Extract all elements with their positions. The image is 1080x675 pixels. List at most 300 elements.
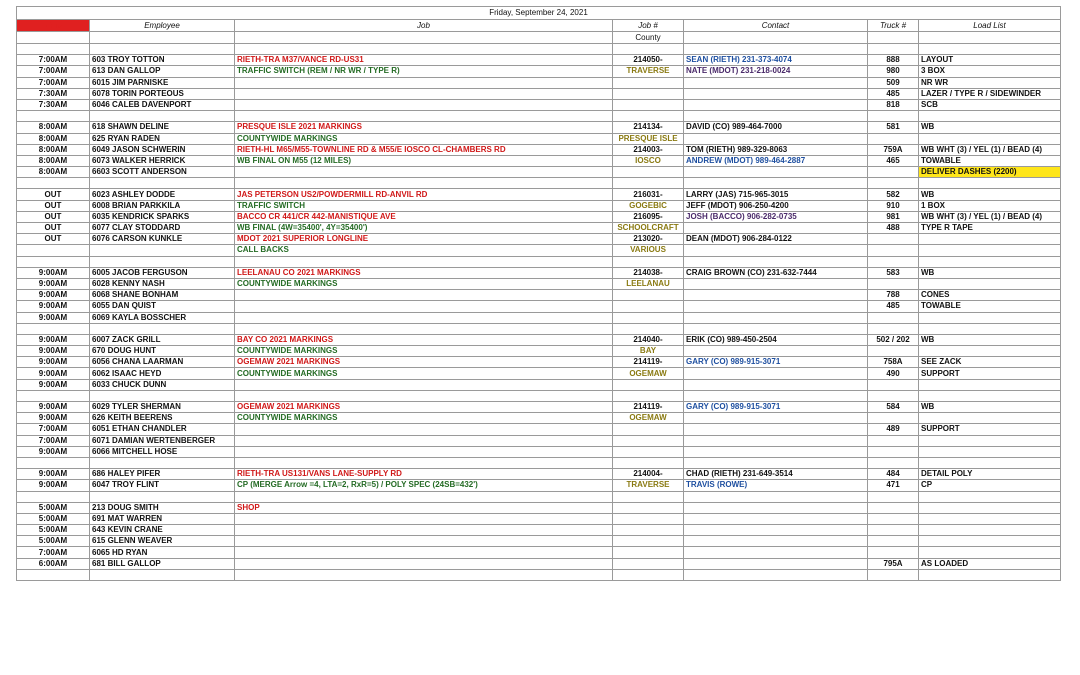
load-list-cell: WB xyxy=(919,267,1061,278)
contact-cell: NATE (MDOT) 231-218-0024 xyxy=(684,66,868,77)
job-cell: LEELANAU CO 2021 MARKINGS xyxy=(235,267,613,278)
employee-cell: 686 HALEY PIFER xyxy=(90,469,235,480)
load-list-cell xyxy=(919,457,1061,468)
employee-cell: 6073 WALKER HERRICK xyxy=(90,155,235,166)
load-list-cell: CP xyxy=(919,480,1061,491)
table-row xyxy=(17,513,1061,524)
load-list-cell: DELIVER DASHES (2200) xyxy=(919,167,1061,178)
time-cell: OUT xyxy=(17,189,90,200)
job-cell xyxy=(235,99,613,110)
job-cell xyxy=(235,178,613,189)
employee-cell: 6062 ISAAC HEYD xyxy=(90,368,235,379)
time-cell: 8:00AM xyxy=(17,122,90,133)
spacer-row xyxy=(17,256,1061,267)
time-cell: 9:00AM xyxy=(17,368,90,379)
job-cell: RIETH-TRA M37/VANCE RD-US31 xyxy=(235,55,613,66)
job-number-cell: 214003- xyxy=(613,144,684,155)
load-list-cell xyxy=(919,245,1061,256)
load-list-cell xyxy=(919,323,1061,334)
truck-cell xyxy=(868,547,919,558)
job-number-cell xyxy=(613,312,684,323)
employee-cell: 6077 CLAY STODDARD xyxy=(90,223,235,234)
contact-cell: DAVID (CO) 989-464-7000 xyxy=(684,122,868,133)
table-row xyxy=(17,122,1061,133)
employee-cell xyxy=(90,569,235,580)
load-list-cell xyxy=(919,256,1061,267)
load-list-cell xyxy=(919,525,1061,536)
job-cell xyxy=(235,513,613,524)
job-number-cell: 214050- xyxy=(613,55,684,66)
truck-cell xyxy=(868,536,919,547)
time-cell: 8:00AM xyxy=(17,144,90,155)
employee-cell xyxy=(90,491,235,502)
job-number-cell xyxy=(613,513,684,524)
load-list-header: Load List xyxy=(919,20,1061,32)
job-cell xyxy=(235,457,613,468)
table-row xyxy=(17,435,1061,446)
load-list-cell: TYPE R TAPE xyxy=(919,223,1061,234)
spacer-row xyxy=(17,491,1061,502)
time-cell: 9:00AM xyxy=(17,379,90,390)
table-row xyxy=(17,200,1061,211)
employee-cell: 615 GLENN WEAVER xyxy=(90,536,235,547)
contact-cell: GARY (CO) 989-915-3071 xyxy=(684,357,868,368)
load-list-cell: WB xyxy=(919,189,1061,200)
contact-cell: DEAN (MDOT) 906-284-0122 xyxy=(684,234,868,245)
job-cell xyxy=(235,111,613,122)
spacer-row xyxy=(17,178,1061,189)
employee-cell: 6033 CHUCK DUNN xyxy=(90,379,235,390)
truck-cell: 888 xyxy=(868,55,919,66)
job-cell: COUNTYWIDE MARKINGS xyxy=(235,278,613,289)
employee-cell: 613 DAN GALLOP xyxy=(90,66,235,77)
table-row xyxy=(17,77,1061,88)
job-cell: OGEMAW 2021 MARKINGS xyxy=(235,357,613,368)
load-list-cell xyxy=(919,491,1061,502)
job-cell xyxy=(235,558,613,569)
job-cell xyxy=(235,44,613,55)
time-cell: 7:00AM xyxy=(17,547,90,558)
employee-cell: 691 MAT WARREN xyxy=(90,513,235,524)
schedule-table xyxy=(16,6,1061,581)
load-list-cell: LAYOUT xyxy=(919,55,1061,66)
load-list-cell xyxy=(919,547,1061,558)
employee-cell: 6078 TORIN PORTEOUS xyxy=(90,88,235,99)
table-row xyxy=(17,66,1061,77)
employee-header: Employee xyxy=(90,20,235,32)
time-cell: 8:00AM xyxy=(17,155,90,166)
table-row xyxy=(17,189,1061,200)
table-row xyxy=(17,211,1061,222)
job-number-cell xyxy=(613,290,684,301)
contact-cell xyxy=(684,413,868,424)
job-cell xyxy=(235,256,613,267)
job-cell: PRESQUE ISLE 2021 MARKINGS xyxy=(235,122,613,133)
truck-cell xyxy=(868,525,919,536)
employee-cell: 6603 SCOTT ANDERSON xyxy=(90,167,235,178)
table-row xyxy=(17,368,1061,379)
contact-cell: CHAD (RIETH) 231-649-3514 xyxy=(684,469,868,480)
time-cell: 7:00AM xyxy=(17,435,90,446)
job-number-cell: TRAVERSE xyxy=(613,480,684,491)
truck-cell xyxy=(868,278,919,289)
table-row xyxy=(17,278,1061,289)
truck-cell: 488 xyxy=(868,223,919,234)
employee-cell: 681 BILL GALLOP xyxy=(90,558,235,569)
job-number-cell: 214119- xyxy=(613,357,684,368)
contact-cell xyxy=(684,390,868,401)
job-cell xyxy=(235,547,613,558)
contact-cell xyxy=(684,569,868,580)
contact-cell xyxy=(684,547,868,558)
truck-cell: 759A xyxy=(868,144,919,155)
employee-cell: 6005 JACOB FERGUSON xyxy=(90,267,235,278)
time-cell: 9:00AM xyxy=(17,278,90,289)
load-list-cell: WB xyxy=(919,122,1061,133)
job-number-cell: TRAVERSE xyxy=(613,66,684,77)
load-list-cell xyxy=(919,536,1061,547)
job-cell xyxy=(235,569,613,580)
job-cell: BACCO CR 441/CR 442-MANISTIQUE AVE xyxy=(235,211,613,222)
table-row xyxy=(17,167,1061,178)
contact-cell xyxy=(684,525,868,536)
employee-cell: 6049 JASON SCHWERIN xyxy=(90,144,235,155)
job-cell: OGEMAW 2021 MARKINGS xyxy=(235,402,613,413)
truck-cell: 471 xyxy=(868,480,919,491)
contact-cell xyxy=(684,513,868,524)
load-list-cell xyxy=(919,278,1061,289)
employee-cell: 6071 DAMIAN WERTENBERGER xyxy=(90,435,235,446)
load-list-cell xyxy=(919,446,1061,457)
table-row xyxy=(17,267,1061,278)
job-number-cell xyxy=(613,457,684,468)
load-list-cell: SUPPORT xyxy=(919,424,1061,435)
employee-cell: 6069 KAYLA BOSSCHER xyxy=(90,312,235,323)
time-cell: 8:00AM xyxy=(17,133,90,144)
job-number-cell xyxy=(613,424,684,435)
load-list-cell xyxy=(919,435,1061,446)
contact-cell xyxy=(684,379,868,390)
contact-cell xyxy=(684,223,868,234)
truck-cell xyxy=(868,569,919,580)
job-cell xyxy=(235,301,613,312)
load-list-cell: SEE ZACK xyxy=(919,357,1061,368)
job-number-cell: PRESQUE ISLE xyxy=(613,133,684,144)
time-cell xyxy=(17,323,90,334)
time-cell xyxy=(17,178,90,189)
job-number-cell: 213020- xyxy=(613,234,684,245)
table-row xyxy=(17,357,1061,368)
job-number-cell xyxy=(613,491,684,502)
date-row xyxy=(17,7,1061,20)
load-list-cell: 3 BOX xyxy=(919,66,1061,77)
contact-cell: ERIK (CO) 989-450-2504 xyxy=(684,334,868,345)
spacer-row xyxy=(17,323,1061,334)
job-cell xyxy=(235,77,613,88)
table-row xyxy=(17,245,1061,256)
time-cell: 9:00AM xyxy=(17,402,90,413)
load-list-cell: SUPPORT xyxy=(919,368,1061,379)
job-cell: CALL BACKS xyxy=(235,245,613,256)
load-list-cell: NR WR xyxy=(919,77,1061,88)
load-list-cell xyxy=(919,133,1061,144)
table-row xyxy=(17,480,1061,491)
contact-cell: GARY (CO) 989-915-3071 xyxy=(684,402,868,413)
time-cell: 5:00AM xyxy=(17,513,90,524)
time-cell: 9:00AM xyxy=(17,469,90,480)
employee-cell: 6051 ETHAN CHANDLER xyxy=(90,424,235,435)
load-list-cell xyxy=(919,178,1061,189)
employee-cell: 618 SHAWN DELINE xyxy=(90,122,235,133)
table-row xyxy=(17,133,1061,144)
county-header: County xyxy=(613,32,684,44)
load-list-cell: TOWABLE xyxy=(919,301,1061,312)
time-cell: 8:00AM xyxy=(17,167,90,178)
contact-cell xyxy=(684,167,868,178)
load-list-cell xyxy=(919,234,1061,245)
job-cell: WB FINAL ON M55 (12 MILES) xyxy=(235,155,613,166)
contact-cell xyxy=(684,44,868,55)
time-cell xyxy=(17,457,90,468)
time-cell: 7:00AM xyxy=(17,77,90,88)
job-number-cell xyxy=(613,547,684,558)
job-number-cell: 216095- xyxy=(613,211,684,222)
truck-cell xyxy=(868,44,919,55)
load-list-cell xyxy=(919,390,1061,401)
truck-cell: 980 xyxy=(868,66,919,77)
truck-cell xyxy=(868,502,919,513)
time-cell xyxy=(17,245,90,256)
contact-cell: CRAIG BROWN (CO) 231-632-7444 xyxy=(684,267,868,278)
job-cell xyxy=(235,536,613,547)
table-row xyxy=(17,402,1061,413)
contact-cell xyxy=(684,323,868,334)
job-number-cell xyxy=(613,558,684,569)
employee-cell: 6065 HD RYAN xyxy=(90,547,235,558)
table-row xyxy=(17,144,1061,155)
contact-cell: SEAN (RIETH) 231-373-4074 xyxy=(684,55,868,66)
employee-cell xyxy=(90,457,235,468)
job-cell xyxy=(235,491,613,502)
truck-cell: 490 xyxy=(868,368,919,379)
employee-cell xyxy=(90,245,235,256)
truck-cell: 465 xyxy=(868,155,919,166)
truck-cell: 484 xyxy=(868,469,919,480)
job-cell: COUNTYWIDE MARKINGS xyxy=(235,368,613,379)
table-row xyxy=(17,502,1061,513)
subheader-row xyxy=(17,32,1061,44)
time-cell: 9:00AM xyxy=(17,334,90,345)
load-list-cell: TOWABLE xyxy=(919,155,1061,166)
job-number-cell: 214040- xyxy=(613,334,684,345)
job-number-cell: 214119- xyxy=(613,402,684,413)
spacer-row xyxy=(17,390,1061,401)
load-list-cell xyxy=(919,111,1061,122)
truck-cell: 818 xyxy=(868,99,919,110)
contact-cell xyxy=(684,88,868,99)
contact-cell xyxy=(684,178,868,189)
load-list-cell xyxy=(919,44,1061,55)
load-list-cell xyxy=(919,502,1061,513)
contact-header: Contact xyxy=(684,20,868,32)
job-number-cell xyxy=(613,178,684,189)
job-cell xyxy=(235,167,613,178)
truck-cell xyxy=(868,178,919,189)
load-list-cell: WB xyxy=(919,402,1061,413)
truck-cell: 582 xyxy=(868,189,919,200)
contact-cell xyxy=(684,312,868,323)
job-number-cell: 214134- xyxy=(613,122,684,133)
table-row xyxy=(17,88,1061,99)
job-number-header: Job # xyxy=(613,20,684,32)
truck-cell xyxy=(868,111,919,122)
table-row xyxy=(17,346,1061,357)
job-number-cell xyxy=(613,390,684,401)
time-cell: 7:00AM xyxy=(17,424,90,435)
truck-cell xyxy=(868,256,919,267)
time-cell: OUT xyxy=(17,234,90,245)
truck-cell: 509 xyxy=(868,77,919,88)
load-list-cell: SCB xyxy=(919,99,1061,110)
spacer-row xyxy=(17,569,1061,580)
time-cell xyxy=(17,111,90,122)
table-row xyxy=(17,536,1061,547)
job-number-cell xyxy=(613,77,684,88)
job-cell xyxy=(235,323,613,334)
truck-cell xyxy=(868,390,919,401)
job-number-cell xyxy=(613,99,684,110)
load-list-cell: AS LOADED xyxy=(919,558,1061,569)
table-row xyxy=(17,55,1061,66)
job-cell: RIETH-HL M65/M55-TOWNLINE RD & M55/E IOSCO CL-CHAMBERS RD xyxy=(235,144,613,155)
job-cell xyxy=(235,424,613,435)
time-cell xyxy=(17,569,90,580)
truck-cell: 485 xyxy=(868,88,919,99)
job-number-cell xyxy=(613,323,684,334)
job-number-cell xyxy=(613,446,684,457)
table-row xyxy=(17,424,1061,435)
truck-cell: 788 xyxy=(868,290,919,301)
employee-cell: 643 KEVIN CRANE xyxy=(90,525,235,536)
load-list-cell xyxy=(919,379,1061,390)
time-cell: 5:00AM xyxy=(17,525,90,536)
job-number-cell xyxy=(613,44,684,55)
contact-cell xyxy=(684,502,868,513)
contact-cell: LARRY (JAS) 715-965-3015 xyxy=(684,189,868,200)
job-number-cell: BAY xyxy=(613,346,684,357)
load-list-cell: DETAIL POLY xyxy=(919,469,1061,480)
table-row xyxy=(17,234,1061,245)
contact-cell: TOM (RIETH) 989-329-8063 xyxy=(684,144,868,155)
job-cell: BAY CO 2021 MARKINGS xyxy=(235,334,613,345)
spacer-row xyxy=(17,44,1061,55)
truck-cell: 581 xyxy=(868,122,919,133)
table-row xyxy=(17,413,1061,424)
job-cell: CP (MERGE Arrow =4, LTA=2, RxR=5) / POLY SPEC (24SB=432') xyxy=(235,480,613,491)
truck-header: Truck # xyxy=(868,20,919,32)
job-cell xyxy=(235,379,613,390)
employee-cell: 6076 CARSON KUNKLE xyxy=(90,234,235,245)
load-list-cell xyxy=(919,312,1061,323)
time-cell: 6:00AM xyxy=(17,558,90,569)
job-number-cell xyxy=(613,88,684,99)
time-cell: 9:00AM xyxy=(17,480,90,491)
contact-cell xyxy=(684,256,868,267)
spacer-row xyxy=(17,111,1061,122)
contact-cell xyxy=(684,446,868,457)
load-list-cell: CONES xyxy=(919,290,1061,301)
employee-cell: 6068 SHANE BONHAM xyxy=(90,290,235,301)
employee-cell: 6035 KENDRICK SPARKS xyxy=(90,211,235,222)
load-list-cell xyxy=(919,346,1061,357)
contact-cell xyxy=(684,77,868,88)
table-row xyxy=(17,334,1061,345)
employee-cell: 6028 KENNY NASH xyxy=(90,278,235,289)
table-row xyxy=(17,525,1061,536)
table-row xyxy=(17,446,1061,457)
employee-cell: 6007 ZACK GRILL xyxy=(90,334,235,345)
table-row xyxy=(17,312,1061,323)
employee-cell: 6029 TYLER SHERMAN xyxy=(90,402,235,413)
employee-cell: 6015 JIM PARNISKE xyxy=(90,77,235,88)
employee-cell: 6047 TROY FLINT xyxy=(90,480,235,491)
load-list-cell: 1 BOX xyxy=(919,200,1061,211)
job-number-cell xyxy=(613,301,684,312)
time-cell: 9:00AM xyxy=(17,290,90,301)
truck-cell: 758A xyxy=(868,357,919,368)
contact-cell xyxy=(684,133,868,144)
time-cell: 9:00AM xyxy=(17,357,90,368)
job-cell xyxy=(235,88,613,99)
employee-cell: 626 KEITH BEERENS xyxy=(90,413,235,424)
contact-cell xyxy=(684,435,868,446)
table-row xyxy=(17,290,1061,301)
employee-cell xyxy=(90,111,235,122)
job-number-cell xyxy=(613,167,684,178)
contact-cell xyxy=(684,278,868,289)
job-cell xyxy=(235,525,613,536)
truck-cell: 981 xyxy=(868,211,919,222)
truck-cell xyxy=(868,234,919,245)
employee-cell: 625 RYAN RADEN xyxy=(90,133,235,144)
time-cell xyxy=(17,44,90,55)
job-number-cell: OGEMAW xyxy=(613,368,684,379)
job-number-cell xyxy=(613,525,684,536)
job-cell: WB FINAL (4W=35400', 4Y=35400') xyxy=(235,223,613,234)
job-cell xyxy=(235,446,613,457)
truck-cell xyxy=(868,245,919,256)
contact-cell xyxy=(684,457,868,468)
load-list-cell: WB xyxy=(919,334,1061,345)
time-cell: 9:00AM xyxy=(17,267,90,278)
job-cell: COUNTYWIDE MARKINGS xyxy=(235,346,613,357)
job-number-cell: SCHOOLCRAFT xyxy=(613,223,684,234)
job-number-cell: LEELANAU xyxy=(613,278,684,289)
table-row xyxy=(17,223,1061,234)
truck-cell xyxy=(868,323,919,334)
job-cell: COUNTYWIDE MARKINGS xyxy=(235,133,613,144)
employee-cell: 670 DOUG HUNT xyxy=(90,346,235,357)
employee-cell xyxy=(90,44,235,55)
truck-cell: 584 xyxy=(868,402,919,413)
job-number-cell: VARIOUS xyxy=(613,245,684,256)
job-cell: MDOT 2021 SUPERIOR LONGLINE xyxy=(235,234,613,245)
contact-cell xyxy=(684,301,868,312)
contact-cell xyxy=(684,99,868,110)
contact-cell xyxy=(684,245,868,256)
employee-cell: 6066 MITCHELL HOSE xyxy=(90,446,235,457)
job-number-cell: 214004- xyxy=(613,469,684,480)
